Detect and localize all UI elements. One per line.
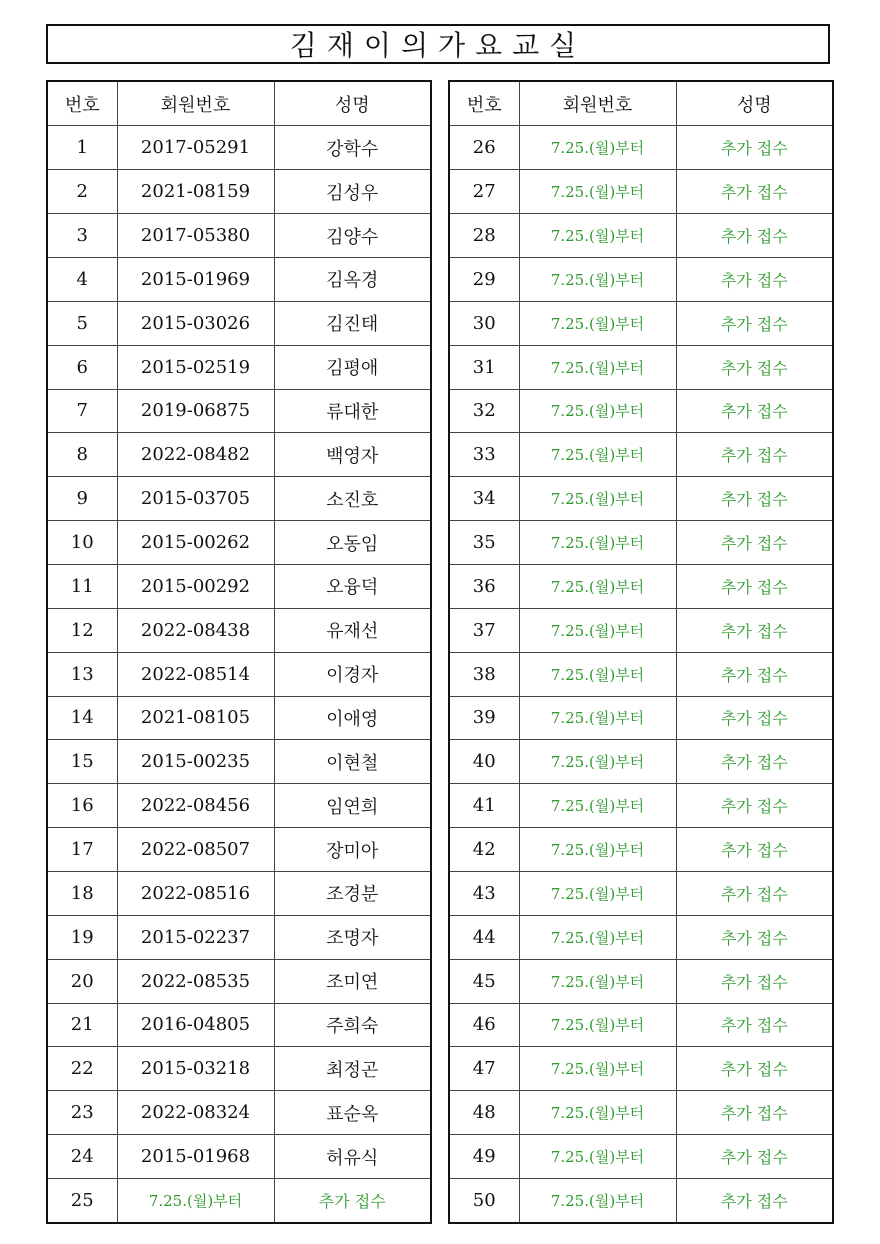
row-number: 11: [48, 564, 117, 608]
member-id-cell: 2021-08105: [117, 696, 274, 740]
member-name-cell: 김양수: [274, 214, 430, 258]
member-id-cell: 7.25.(월)부터: [519, 828, 676, 872]
roster-table-right: [448, 80, 834, 1224]
member-name-cell: 추가 접수: [676, 1178, 832, 1222]
table-row: [450, 740, 832, 784]
member-name-cell: 추가 접수: [676, 389, 832, 433]
row-number: 50: [450, 1178, 519, 1222]
table-row: [48, 871, 430, 915]
member-name-cell: 허유식: [274, 1135, 430, 1179]
row-number: 42: [450, 828, 519, 872]
member-name-cell: 임연희: [274, 784, 430, 828]
table-row: [450, 389, 832, 433]
table-row: [48, 389, 430, 433]
table-row: [450, 608, 832, 652]
member-id-cell: 7.25.(월)부터: [519, 170, 676, 214]
member-id-cell: 2022-08514: [117, 652, 274, 696]
header-name: 성명: [676, 82, 832, 126]
member-id-cell: 2015-01969: [117, 257, 274, 301]
member-name-cell: 추가 접수: [676, 126, 832, 170]
table-row: [48, 959, 430, 1003]
table-row: [48, 301, 430, 345]
member-id-cell: 7.25.(월)부터: [519, 521, 676, 565]
table-row: [450, 871, 832, 915]
table-row: [450, 959, 832, 1003]
member-name-cell: 조미연: [274, 959, 430, 1003]
table-row: [450, 564, 832, 608]
roster-table-left: [46, 80, 432, 1224]
row-number: 21: [48, 1003, 117, 1047]
table-row: [450, 214, 832, 258]
member-id-cell: 2021-08159: [117, 170, 274, 214]
row-number: 47: [450, 1047, 519, 1091]
member-id-cell: 2022-08324: [117, 1091, 274, 1135]
member-id-cell: 7.25.(월)부터: [519, 1091, 676, 1135]
member-id-cell: 7.25.(월)부터: [519, 564, 676, 608]
member-id-cell: 2015-00292: [117, 564, 274, 608]
table-row: [450, 170, 832, 214]
row-number: 43: [450, 871, 519, 915]
header-num: 번호: [450, 82, 519, 126]
table-row: [48, 1091, 430, 1135]
member-id-cell: 2015-03705: [117, 477, 274, 521]
member-name-cell: 추가 접수: [676, 740, 832, 784]
member-id-cell: 7.25.(월)부터: [519, 1135, 676, 1179]
member-name-cell: 이현철: [274, 740, 430, 784]
member-id-cell: 2015-00235: [117, 740, 274, 784]
table-row: [450, 784, 832, 828]
row-number: 6: [48, 345, 117, 389]
member-name-cell: 추가 접수: [676, 521, 832, 565]
member-id-cell: 7.25.(월)부터: [519, 345, 676, 389]
member-name-cell: 이경자: [274, 652, 430, 696]
row-number: 16: [48, 784, 117, 828]
row-number: 37: [450, 608, 519, 652]
member-id-cell: 2022-08535: [117, 959, 274, 1003]
roster-body-left: [48, 126, 430, 1222]
table-row: [48, 214, 430, 258]
member-id-cell: 7.25.(월)부터: [519, 740, 676, 784]
member-id-cell: 7.25.(월)부터: [519, 915, 676, 959]
member-name-cell: 추가 접수: [676, 564, 832, 608]
row-number: 12: [48, 608, 117, 652]
table-row: [48, 696, 430, 740]
table-row: [48, 1178, 430, 1222]
member-name-cell: 추가 접수: [676, 1091, 832, 1135]
member-name-cell: 추가 접수: [676, 696, 832, 740]
member-id-cell: 7.25.(월)부터: [519, 871, 676, 915]
row-number: 33: [450, 433, 519, 477]
member-name-cell: 추가 접수: [676, 301, 832, 345]
row-number: 19: [48, 915, 117, 959]
member-name-cell: 추가 접수: [676, 959, 832, 1003]
table-row: [48, 477, 430, 521]
table-row: [450, 1047, 832, 1091]
table-row: [450, 301, 832, 345]
row-number: 24: [48, 1135, 117, 1179]
table-row: [48, 1135, 430, 1179]
member-id-cell: 2019-06875: [117, 389, 274, 433]
member-name-cell: 추가 접수: [676, 871, 832, 915]
row-number: 9: [48, 477, 117, 521]
row-number: 28: [450, 214, 519, 258]
row-number: 2: [48, 170, 117, 214]
row-number: 22: [48, 1047, 117, 1091]
member-id-cell: 2022-08438: [117, 608, 274, 652]
header-num: 번호: [48, 82, 117, 126]
table-row: [48, 652, 430, 696]
table-row: [48, 784, 430, 828]
member-name-cell: 유재선: [274, 608, 430, 652]
member-id-cell: 2015-02237: [117, 915, 274, 959]
table-row: [48, 740, 430, 784]
member-name-cell: 오동임: [274, 521, 430, 565]
member-id-cell: 2022-08516: [117, 871, 274, 915]
table-header-row: [450, 82, 832, 126]
member-name-cell: 추가 접수: [676, 345, 832, 389]
member-name-cell: 표순옥: [274, 1091, 430, 1135]
table-row: [450, 257, 832, 301]
member-id-cell: 2015-02519: [117, 345, 274, 389]
row-number: 49: [450, 1135, 519, 1179]
member-name-cell: 추가 접수: [676, 1135, 832, 1179]
row-number: 7: [48, 389, 117, 433]
table-row: [48, 345, 430, 389]
row-number: 3: [48, 214, 117, 258]
member-name-cell: 추가 접수: [676, 257, 832, 301]
member-id-cell: 2015-01968: [117, 1135, 274, 1179]
row-number: 35: [450, 521, 519, 565]
table-row: [48, 433, 430, 477]
member-name-cell: 김옥경: [274, 257, 430, 301]
member-name-cell: 김평애: [274, 345, 430, 389]
member-name-cell: 추가 접수: [676, 1003, 832, 1047]
row-number: 46: [450, 1003, 519, 1047]
member-name-cell: 소진호: [274, 477, 430, 521]
member-id-cell: 2017-05291: [117, 126, 274, 170]
member-id-cell: 7.25.(월)부터: [519, 652, 676, 696]
table-row: [450, 1003, 832, 1047]
member-id-cell: 7.25.(월)부터: [117, 1178, 274, 1222]
member-id-cell: 2022-08482: [117, 433, 274, 477]
row-number: 26: [450, 126, 519, 170]
member-name-cell: 조명자: [274, 915, 430, 959]
member-name-cell: 장미아: [274, 828, 430, 872]
row-number: 41: [450, 784, 519, 828]
member-name-cell: 추가 접수: [676, 433, 832, 477]
row-number: 15: [48, 740, 117, 784]
row-number: 8: [48, 433, 117, 477]
row-number: 17: [48, 828, 117, 872]
table-row: [450, 1091, 832, 1135]
member-name-cell: 추가 접수: [676, 170, 832, 214]
member-id-cell: 7.25.(월)부터: [519, 784, 676, 828]
table-row: [48, 828, 430, 872]
row-number: 40: [450, 740, 519, 784]
member-name-cell: 추가 접수: [676, 214, 832, 258]
row-number: 1: [48, 126, 117, 170]
member-name-cell: 이애영: [274, 696, 430, 740]
row-number: 25: [48, 1178, 117, 1222]
member-id-cell: 7.25.(월)부터: [519, 433, 676, 477]
row-number: 30: [450, 301, 519, 345]
row-number: 13: [48, 652, 117, 696]
table-row: [450, 345, 832, 389]
row-number: 23: [48, 1091, 117, 1135]
member-name-cell: 주희숙: [274, 1003, 430, 1047]
row-number: 44: [450, 915, 519, 959]
table-row: [450, 433, 832, 477]
table-row: [450, 1135, 832, 1179]
row-number: 39: [450, 696, 519, 740]
member-name-cell: 오융덕: [274, 564, 430, 608]
row-number: 45: [450, 959, 519, 1003]
member-id-cell: 2016-04805: [117, 1003, 274, 1047]
table-row: [450, 521, 832, 565]
header-member-id: 회원번호: [519, 82, 676, 126]
member-id-cell: 2022-08507: [117, 828, 274, 872]
row-number: 4: [48, 257, 117, 301]
table-row: [48, 257, 430, 301]
table-row: [450, 1178, 832, 1222]
table-row: [48, 608, 430, 652]
member-name-cell: 추가 접수: [676, 784, 832, 828]
member-id-cell: 2022-08456: [117, 784, 274, 828]
header-name: 성명: [274, 82, 430, 126]
member-id-cell: 7.25.(월)부터: [519, 214, 676, 258]
member-id-cell: 7.25.(월)부터: [519, 1003, 676, 1047]
header-member-id: 회원번호: [117, 82, 274, 126]
row-number: 10: [48, 521, 117, 565]
member-name-cell: 추가 접수: [676, 652, 832, 696]
row-number: 14: [48, 696, 117, 740]
member-id-cell: 7.25.(월)부터: [519, 608, 676, 652]
member-name-cell: 김진태: [274, 301, 430, 345]
member-name-cell: 추가 접수: [676, 828, 832, 872]
table-row: [450, 477, 832, 521]
table-header-row: [48, 82, 430, 126]
member-name-cell: 류대한: [274, 389, 430, 433]
row-number: 27: [450, 170, 519, 214]
member-id-cell: 7.25.(월)부터: [519, 389, 676, 433]
row-number: 34: [450, 477, 519, 521]
member-id-cell: 7.25.(월)부터: [519, 696, 676, 740]
table-row: [450, 126, 832, 170]
row-number: 5: [48, 301, 117, 345]
row-number: 48: [450, 1091, 519, 1135]
table-row: [48, 1003, 430, 1047]
member-name-cell: 조경분: [274, 871, 430, 915]
member-id-cell: 7.25.(월)부터: [519, 959, 676, 1003]
table-row: [450, 915, 832, 959]
page-title: 김재이의가요교실: [46, 24, 830, 64]
member-id-cell: 2015-03218: [117, 1047, 274, 1091]
member-name-cell: 백영자: [274, 433, 430, 477]
table-row: [48, 126, 430, 170]
member-name-cell: 추가 접수: [274, 1178, 430, 1222]
member-id-cell: 2015-00262: [117, 521, 274, 565]
table-row: [450, 696, 832, 740]
row-number: 38: [450, 652, 519, 696]
table-row: [48, 521, 430, 565]
table-row: [48, 564, 430, 608]
member-name-cell: 추가 접수: [676, 477, 832, 521]
member-id-cell: 7.25.(월)부터: [519, 301, 676, 345]
member-name-cell: 강학수: [274, 126, 430, 170]
member-id-cell: 7.25.(월)부터: [519, 1047, 676, 1091]
member-name-cell: 추가 접수: [676, 1047, 832, 1091]
table-row: [48, 1047, 430, 1091]
member-name-cell: 김성우: [274, 170, 430, 214]
row-number: 31: [450, 345, 519, 389]
row-number: 20: [48, 959, 117, 1003]
table-row: [48, 915, 430, 959]
row-number: 36: [450, 564, 519, 608]
member-id-cell: 7.25.(월)부터: [519, 1178, 676, 1222]
member-name-cell: 추가 접수: [676, 915, 832, 959]
table-row: [48, 170, 430, 214]
table-row: [450, 828, 832, 872]
row-number: 32: [450, 389, 519, 433]
roster-body-right: [450, 126, 832, 1222]
member-id-cell: 2017-05380: [117, 214, 274, 258]
member-id-cell: 7.25.(월)부터: [519, 257, 676, 301]
member-id-cell: 2015-03026: [117, 301, 274, 345]
member-id-cell: 7.25.(월)부터: [519, 477, 676, 521]
member-name-cell: 최정곤: [274, 1047, 430, 1091]
member-name-cell: 추가 접수: [676, 608, 832, 652]
row-number: 29: [450, 257, 519, 301]
row-number: 18: [48, 871, 117, 915]
member-id-cell: 7.25.(월)부터: [519, 126, 676, 170]
table-row: [450, 652, 832, 696]
